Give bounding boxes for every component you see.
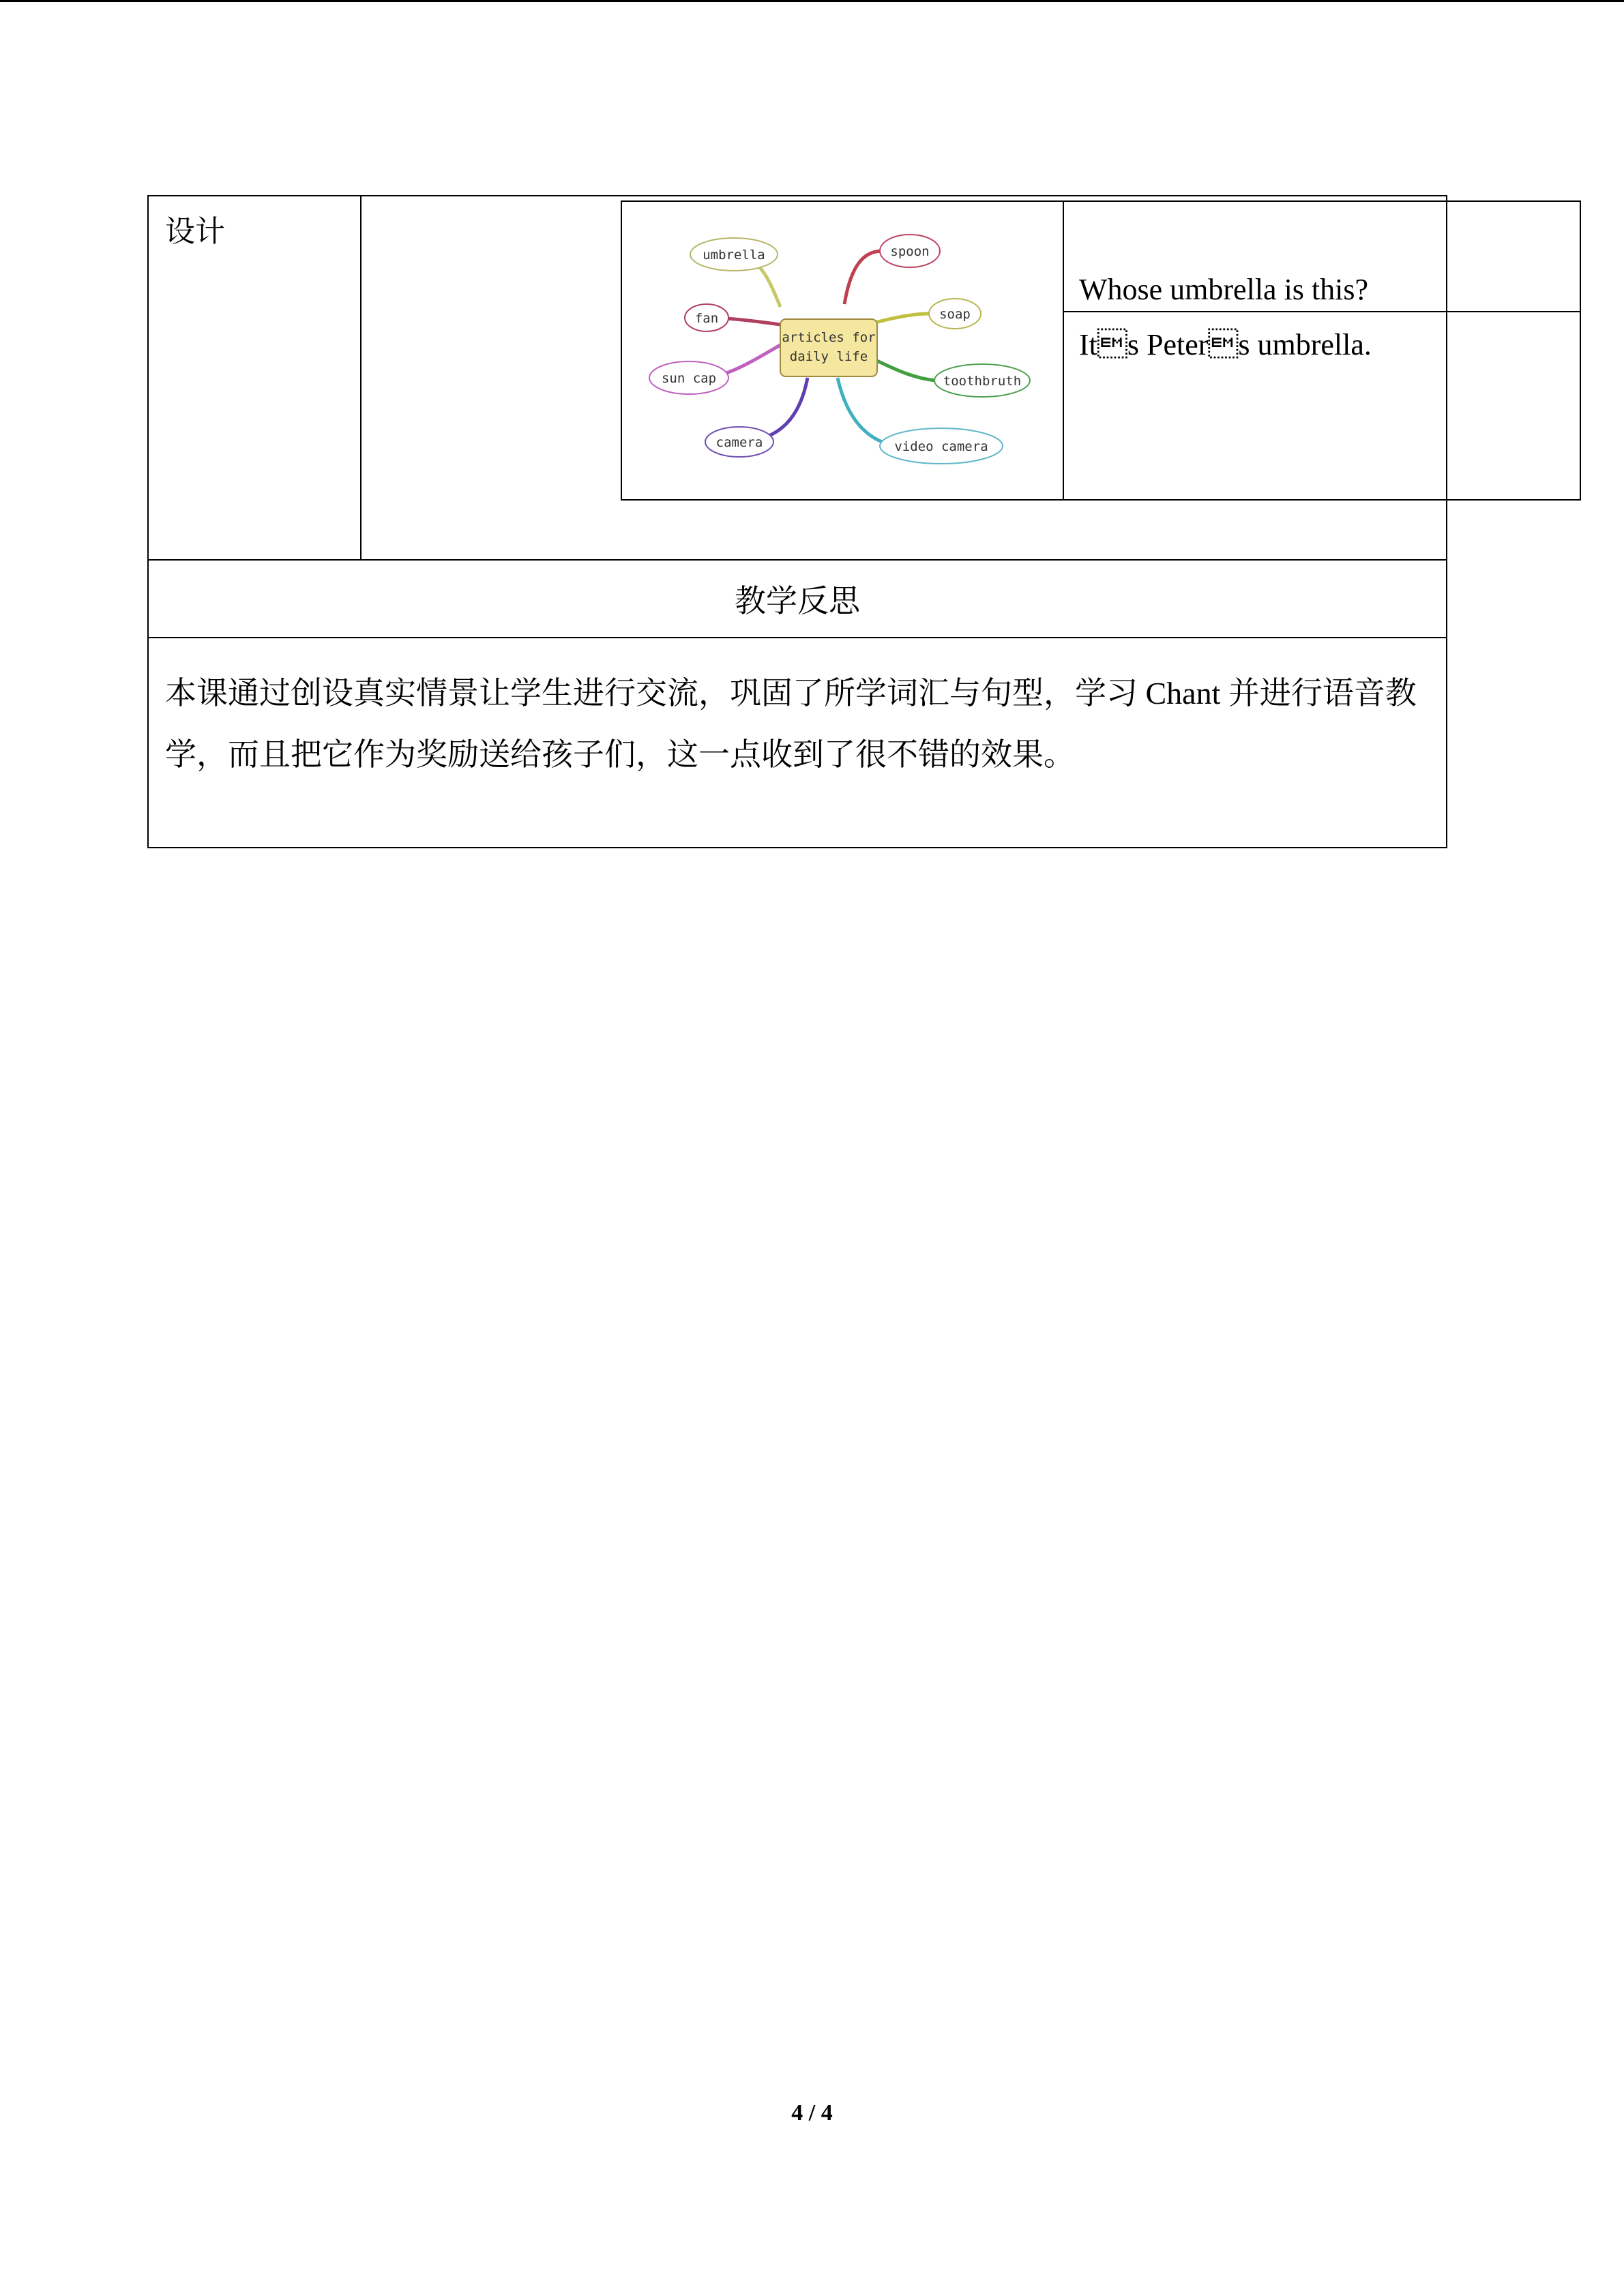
mindmap-cell (622, 202, 1064, 499)
design-label-cell (149, 196, 361, 559)
page-number: 4 / 4 (791, 2100, 833, 2126)
mindmap-node-soap: soap (939, 307, 971, 322)
branch-spoon (844, 251, 883, 304)
reflection-body: 本课通过创设真实情景让学生进行交流，巩固了所学词汇与句型，学习 Chant 并进行语音教学，而且把它作为奖励送给孩子们，这一点收到了很不错的效果。 (165, 676, 1417, 772)
design-label: 设计 (165, 215, 225, 248)
question-sentence: Whose umbrella is this? (1079, 273, 1369, 306)
mindmap-node-camera: camera (715, 435, 763, 450)
reflection-heading: 教学反思 (735, 584, 860, 618)
lesson-table (147, 195, 1447, 848)
board-design-table (621, 200, 1581, 501)
mindmap-diagram (622, 202, 1061, 499)
mindmap-center-line1: articles for (782, 330, 876, 345)
design-content-cell (361, 196, 1447, 559)
mindmap-node-toothbruth: toothbruth (943, 374, 1022, 389)
mindmap-node-fan: fan (694, 311, 719, 326)
mindmap-node-spoon: spoon (890, 244, 930, 259)
mindmap-node-video-camera: video camera (894, 439, 988, 454)
answer-sentence: Its Peters umbrella. (1079, 328, 1372, 361)
mindmap-center-line2: daily life (789, 349, 868, 364)
answer-cell (1064, 312, 1581, 501)
branch-video-camera (838, 378, 891, 445)
mindmap-center-box (780, 319, 877, 376)
question-cell (1064, 202, 1581, 312)
mindmap-node-sun-cap: sun cap (661, 371, 717, 386)
top-border-line (0, 0, 1624, 2)
mindmap-node-umbrella: umbrella (703, 248, 765, 263)
